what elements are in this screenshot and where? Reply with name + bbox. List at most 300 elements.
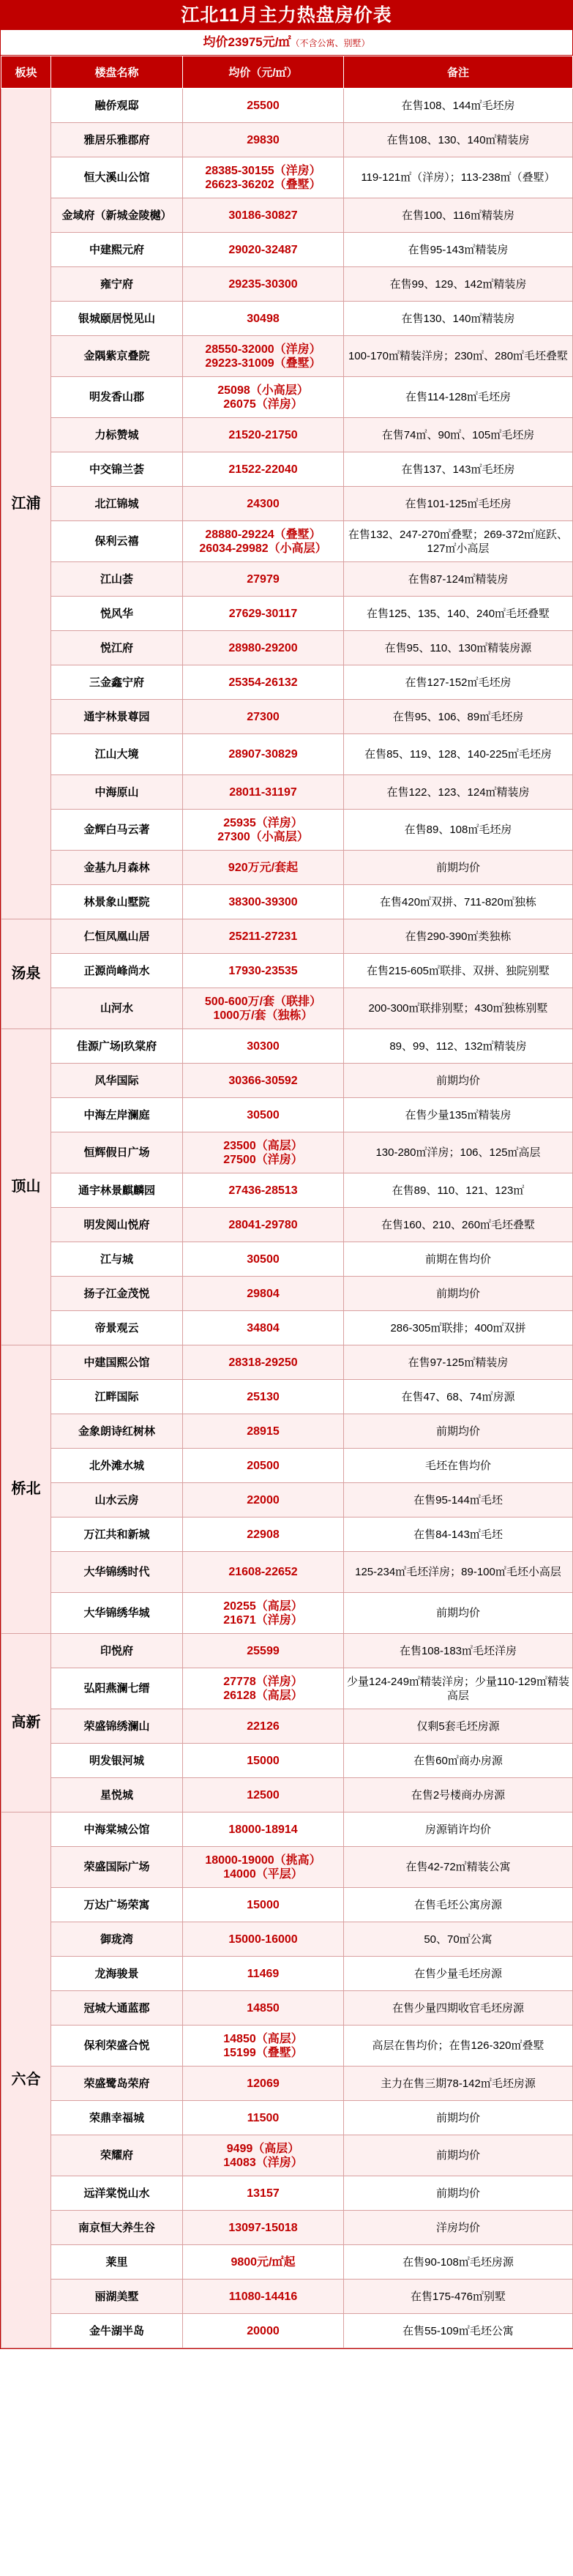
price-value: 30500 [247, 1108, 280, 1121]
project-name: 中交锦兰荟 [51, 452, 183, 487]
price-cell [183, 1242, 344, 1277]
table-row [1, 1098, 573, 1132]
note-cell: 在售42-72㎡精装公寓 [344, 1847, 573, 1888]
project-name: 龙海骏景 [51, 1957, 183, 1991]
price-cell [183, 851, 344, 885]
price-value: 14000（平层） [223, 1867, 303, 1881]
price-value: 24300 [247, 497, 280, 510]
price-cell [183, 1311, 344, 1345]
price-value: 29020-32487 [228, 243, 298, 256]
price-cell [183, 1414, 344, 1449]
note-cell: 在售97-125㎡精装房 [344, 1345, 573, 1380]
header-note: 备注 [344, 56, 573, 89]
note-cell: 在售87-124㎡精装房 [344, 562, 573, 597]
project-name: 明发香山郡 [51, 377, 183, 418]
price-value: 28915 [247, 1425, 280, 1438]
project-name: 南京恒大养生谷 [51, 2211, 183, 2245]
table-row [1, 1778, 573, 1812]
price-cell [183, 521, 344, 562]
price-cell [183, 198, 344, 233]
note-cell: 在售130、140㎡精装房 [344, 302, 573, 336]
price-value: 27436-28513 [228, 1184, 298, 1197]
note-cell: 少量124-249㎡精装洋房；少量110-129㎡精装高层 [344, 1668, 573, 1709]
table-row [1, 1483, 573, 1517]
note-cell: 在售95-143㎡精装房 [344, 233, 573, 267]
note-cell: 在售100、116㎡精装房 [344, 198, 573, 233]
district-cell: 高新 [1, 1634, 51, 1812]
note-cell: 在售89、108㎡毛坯房 [344, 810, 573, 851]
price-cell [183, 631, 344, 665]
project-name: 悦风华 [51, 597, 183, 631]
price-cell [183, 1847, 344, 1888]
project-name: 荣耀府 [51, 2135, 183, 2176]
note-cell: 在售89、110、121、123㎡ [344, 1173, 573, 1208]
project-name: 中建国熙公馆 [51, 1345, 183, 1380]
price-cell [183, 665, 344, 700]
note-cell: 在售175-476㎡别墅 [344, 2280, 573, 2314]
price-cell [183, 1277, 344, 1311]
note-cell: 在售毛坯公寓房源 [344, 1888, 573, 1922]
project-name: 万江共和新城 [51, 1517, 183, 1552]
note-cell: 200-300㎡联排别墅；430㎡独栋别墅 [344, 988, 573, 1029]
price-cell [183, 377, 344, 418]
price-value: 25935（洋房） [223, 816, 303, 829]
price-value: 17930-23535 [228, 964, 298, 977]
price-cell [183, 1449, 344, 1483]
project-name: 中海原山 [51, 775, 183, 810]
note-cell: 在售122、123、124㎡精装房 [344, 775, 573, 810]
table-row [1, 734, 573, 775]
price-cell [183, 418, 344, 452]
note-cell: 在售少量毛坯房源 [344, 1957, 573, 1991]
project-name: 印悦府 [51, 1634, 183, 1668]
price-value: 30186-30827 [228, 209, 298, 222]
price-value: 25599 [247, 1644, 280, 1657]
table-row [1, 988, 573, 1029]
table-row [1, 2101, 573, 2135]
price-cell [183, 700, 344, 734]
price-cell [183, 597, 344, 631]
table-row [1, 1957, 573, 1991]
price-cell [183, 1173, 344, 1208]
price-value: 15199（叠墅） [223, 2046, 303, 2059]
note-cell: 130-280㎡洋房；106、125㎡高层 [344, 1132, 573, 1173]
note-cell: 前期均价 [344, 1593, 573, 1634]
price-value: 29830 [247, 133, 280, 146]
note-cell: 50、70㎡公寓 [344, 1922, 573, 1957]
district-cell: 江浦 [1, 89, 51, 919]
price-cell [183, 1957, 344, 1991]
note-cell: 前期均价 [344, 1064, 573, 1098]
project-name: 大华锦绣时代 [51, 1552, 183, 1593]
price-value: 26034-29982（小高层） [199, 542, 327, 555]
project-name: 恒辉假日广场 [51, 1132, 183, 1173]
note-cell: 在售132、247-270㎡叠墅；269-372㎡庭跃、127㎡小高层 [344, 521, 573, 562]
note-cell: 在售74㎡、90㎡、105㎡毛坯房 [344, 418, 573, 452]
price-cell [183, 233, 344, 267]
price-value: 25354-26132 [228, 676, 298, 689]
price-value: 11080-14416 [228, 2290, 298, 2303]
price-value: 28980-29200 [228, 641, 298, 654]
note-cell: 在售108-183㎡毛坯洋房 [344, 1634, 573, 1668]
note-cell: 在售420㎡双拼、711-820㎡独栋 [344, 885, 573, 919]
price-value: 28550-32000（洋房） [205, 343, 321, 356]
project-name: 保利荣盛合悦 [51, 2026, 183, 2067]
page-title: 江北11月主力热盘房价表 [1, 1, 572, 30]
project-name: 保利云禧 [51, 521, 183, 562]
project-name: 风华国际 [51, 1064, 183, 1098]
note-cell: 在售95-144㎡毛坯 [344, 1483, 573, 1517]
project-name: 金牛湖半岛 [51, 2314, 183, 2348]
note-cell: 286-305㎡联排；400㎡双拼 [344, 1311, 573, 1345]
note-cell: 前期均价 [344, 1414, 573, 1449]
price-value: 28880-29224（叠墅） [205, 528, 321, 541]
project-name: 融侨观邸 [51, 89, 183, 123]
price-value: 14083（洋房） [223, 2156, 303, 2169]
district-cell: 六合 [1, 1812, 51, 2348]
project-name: 金域府（新城金陵樾） [51, 198, 183, 233]
note-cell: 在售108、130、140㎡精装房 [344, 123, 573, 157]
table-row [1, 851, 573, 885]
price-value: 15000-16000 [228, 1933, 298, 1946]
table-row [1, 1029, 573, 1064]
price-value: 11469 [247, 1967, 280, 1980]
price-cell [183, 1483, 344, 1517]
price-cell [183, 2026, 344, 2067]
table-row [1, 1709, 573, 1744]
district-cell: 顶山 [1, 1029, 51, 1345]
project-name: 星悦城 [51, 1778, 183, 1812]
note-cell: 前期在售均价 [344, 1242, 573, 1277]
project-name: 力标赞城 [51, 418, 183, 452]
table-row [1, 1668, 573, 1709]
note-cell: 在售90-108㎡毛坯房源 [344, 2245, 573, 2280]
table-row [1, 418, 573, 452]
table-row [1, 562, 573, 597]
note-cell: 前期均价 [344, 2101, 573, 2135]
price-value: 14850 [247, 2001, 280, 2015]
price-cell [183, 734, 344, 775]
price-value: 18000-18914 [228, 1823, 298, 1836]
note-cell: 在售2号楼商办房源 [344, 1778, 573, 1812]
table-row [1, 1449, 573, 1483]
price-value: 29223-31009（叠墅） [205, 356, 321, 370]
table-row [1, 1311, 573, 1345]
price-cell [183, 1744, 344, 1778]
price-value: 25098（小高层） [217, 384, 309, 397]
project-name: 雍宁府 [51, 267, 183, 302]
note-cell: 89、99、112、132㎡精装房 [344, 1029, 573, 1064]
price-cell [183, 562, 344, 597]
table-row [1, 157, 573, 198]
table-row [1, 919, 573, 954]
project-name: 恒大溪山公馆 [51, 157, 183, 198]
price-table [1, 56, 573, 2348]
price-value: 20000 [247, 2324, 280, 2337]
note-cell: 在售108、144㎡毛坯房 [344, 89, 573, 123]
table-row [1, 1242, 573, 1277]
table-row [1, 631, 573, 665]
table-row [1, 2280, 573, 2314]
project-name: 荣鼎幸福城 [51, 2101, 183, 2135]
project-name: 雅居乐雅郡府 [51, 123, 183, 157]
table-body [1, 89, 573, 2348]
average-price-note: （不含公寓、别墅） [291, 38, 370, 48]
project-name: 金象朗诗红树林 [51, 1414, 183, 1449]
note-cell: 在售137、143㎡毛坯房 [344, 452, 573, 487]
price-value: 9499（高层） [226, 2142, 300, 2155]
price-value: 20500 [247, 1459, 280, 1472]
note-cell: 在售60㎡商办房源 [344, 1744, 573, 1778]
price-cell [183, 954, 344, 988]
table-row [1, 1414, 573, 1449]
price-value: 27500（洋房） [223, 1153, 303, 1166]
price-cell [183, 89, 344, 123]
project-name: 通宇林景尊园 [51, 700, 183, 734]
table-row [1, 1922, 573, 1957]
project-name: 中海左岸澜庭 [51, 1098, 183, 1132]
project-name: 冠城大通蓝郡 [51, 1991, 183, 2026]
table-row [1, 2245, 573, 2280]
note-cell: 前期均价 [344, 851, 573, 885]
price-value: 500-600万/套（联排） [204, 995, 322, 1008]
price-value: 21520-21750 [228, 428, 298, 441]
price-cell [183, 1634, 344, 1668]
table-row [1, 452, 573, 487]
project-name: 莱里 [51, 2245, 183, 2280]
table-row [1, 267, 573, 302]
price-value: 20255（高层） [223, 1599, 303, 1613]
project-name: 远洋棠悦山水 [51, 2176, 183, 2211]
price-value: 13097-15018 [228, 2221, 298, 2234]
price-cell [183, 810, 344, 851]
project-name: 荣盛国际广场 [51, 1847, 183, 1888]
price-value: 25500 [247, 99, 280, 112]
district-cell: 桥北 [1, 1345, 51, 1634]
project-name: 佳源广场|玖棠府 [51, 1029, 183, 1064]
project-name: 御珑湾 [51, 1922, 183, 1957]
note-cell: 在售85、119、128、140-225㎡毛坯房 [344, 734, 573, 775]
price-value: 9800元/㎡起 [231, 2255, 296, 2269]
table-row [1, 1345, 573, 1380]
table-row [1, 2176, 573, 2211]
price-cell [183, 123, 344, 157]
project-name: 北江锦城 [51, 487, 183, 521]
note-cell: 119-121㎡（洋房）；113-238㎡（叠墅） [344, 157, 573, 198]
note-cell: 100-170㎡精装洋房；230㎡、280㎡毛坯叠墅 [344, 336, 573, 377]
project-name: 荣盛鹭岛荣府 [51, 2067, 183, 2101]
price-value: 25130 [247, 1390, 280, 1403]
project-name: 大华锦绣华城 [51, 1593, 183, 1634]
project-name: 林景象山墅院 [51, 885, 183, 919]
project-name: 通宇林景麒麟园 [51, 1173, 183, 1208]
note-cell: 在售101-125㎡毛坯房 [344, 487, 573, 521]
note-cell: 在售125、135、140、240㎡毛坯叠墅 [344, 597, 573, 631]
price-value: 920万元/套起 [228, 861, 299, 874]
project-name: 帝景观云 [51, 1311, 183, 1345]
table-row [1, 775, 573, 810]
note-cell: 在售215-605㎡联排、双拼、独院别墅 [344, 954, 573, 988]
price-value: 26128（高层） [223, 1689, 303, 1702]
price-value: 12500 [247, 1788, 280, 1802]
price-value: 30498 [247, 312, 280, 325]
project-name: 中建熙元府 [51, 233, 183, 267]
price-cell [183, 1593, 344, 1634]
price-value: 27629-30117 [228, 607, 298, 620]
price-value: 15000 [247, 1898, 280, 1911]
table-header-row [1, 56, 573, 89]
table-row [1, 1132, 573, 1173]
price-cell [183, 1029, 344, 1064]
header-district: 板块 [1, 56, 51, 89]
project-name: 仁恒凤凰山居 [51, 919, 183, 954]
table-row [1, 2135, 573, 2176]
price-value: 13157 [247, 2187, 280, 2200]
table-row [1, 1208, 573, 1242]
price-value: 22000 [247, 1493, 280, 1507]
note-cell: 前期均价 [344, 1277, 573, 1311]
price-value: 28385-30155（洋房） [205, 164, 321, 177]
price-cell [183, 1552, 344, 1593]
project-name: 正源尚峰尚水 [51, 954, 183, 988]
price-cell [183, 1991, 344, 2026]
project-name: 江山荟 [51, 562, 183, 597]
price-value: 28041-29780 [228, 1218, 298, 1231]
price-value: 18000-19000（挑高） [205, 1853, 321, 1867]
price-cell [183, 1380, 344, 1414]
project-name: 金隅紫京叠院 [51, 336, 183, 377]
project-name: 江畔国际 [51, 1380, 183, 1414]
table-row [1, 377, 573, 418]
note-cell: 在售99、129、142㎡精装房 [344, 267, 573, 302]
price-value: 27300 [247, 710, 280, 723]
table-row [1, 2314, 573, 2348]
price-value: 27778（洋房） [223, 1675, 303, 1688]
price-value: 26075（洋房） [223, 397, 303, 411]
note-cell: 在售55-109㎡毛坯公寓 [344, 2314, 573, 2348]
table-row [1, 198, 573, 233]
price-value: 28011-31197 [229, 785, 297, 799]
project-name: 悦江府 [51, 631, 183, 665]
price-value: 30366-30592 [228, 1074, 298, 1087]
project-name: 丽湖美墅 [51, 2280, 183, 2314]
table-row [1, 1064, 573, 1098]
table-row [1, 1552, 573, 1593]
project-name: 三金鑫宁府 [51, 665, 183, 700]
price-cell [183, 1208, 344, 1242]
note-cell: 房源销许均价 [344, 1812, 573, 1847]
note-cell: 在售少量135㎡精装房 [344, 1098, 573, 1132]
project-name: 明发阅山悦府 [51, 1208, 183, 1242]
table-row [1, 1888, 573, 1922]
project-name: 中海棠城公馆 [51, 1812, 183, 1847]
average-price-line [1, 30, 572, 56]
price-cell [183, 1132, 344, 1173]
price-cell [183, 1812, 344, 1847]
project-name: 扬子江金茂悦 [51, 1277, 183, 1311]
note-cell: 在售47、68、74㎡房源 [344, 1380, 573, 1414]
note-cell: 在售少量四期收官毛坯房源 [344, 1991, 573, 2026]
price-value: 29235-30300 [228, 277, 298, 291]
price-cell [183, 1668, 344, 1709]
note-cell: 125-234㎡毛坯洋房；89-100㎡毛坯小高层 [344, 1552, 573, 1593]
project-name: 银城颐居悦见山 [51, 302, 183, 336]
price-value: 27300（小高层） [217, 830, 309, 843]
table-row [1, 1380, 573, 1414]
district-cell: 汤泉 [1, 919, 51, 1029]
price-value: 15000 [247, 1754, 280, 1767]
table-row [1, 597, 573, 631]
table-row [1, 89, 573, 123]
price-value: 26623-36202（叠墅） [205, 178, 321, 191]
price-cell [183, 487, 344, 521]
price-cell [183, 2314, 344, 2348]
price-value: 28318-29250 [228, 1356, 298, 1369]
table-row [1, 700, 573, 734]
header-name: 楼盘名称 [51, 56, 183, 89]
table-row [1, 1593, 573, 1634]
price-cell [183, 1064, 344, 1098]
project-name: 明发银河城 [51, 1744, 183, 1778]
project-name: 金辉白马云著 [51, 810, 183, 851]
note-cell: 在售95、110、130㎡精装房源 [344, 631, 573, 665]
table-row [1, 1991, 573, 2026]
price-cell [183, 2067, 344, 2101]
average-price: 均价23975元/㎡ [203, 35, 291, 49]
project-name: 北外滩水城 [51, 1449, 183, 1483]
price-cell [183, 1098, 344, 1132]
price-value: 28907-30829 [228, 748, 298, 761]
note-cell: 在售160、210、260㎡毛坯叠墅 [344, 1208, 573, 1242]
price-value: 25211-27231 [228, 930, 298, 943]
price-cell [183, 775, 344, 810]
price-value: 38300-39300 [228, 895, 298, 908]
project-name: 江山大境 [51, 734, 183, 775]
price-cell [183, 2176, 344, 2211]
note-cell: 在售290-390㎡类独栋 [344, 919, 573, 954]
note-cell: 在售95、106、89㎡毛坯房 [344, 700, 573, 734]
table-row [1, 233, 573, 267]
price-cell [183, 885, 344, 919]
price-value: 12069 [247, 2077, 280, 2090]
project-name: 山水云房 [51, 1483, 183, 1517]
price-value: 30500 [247, 1252, 280, 1266]
price-cell [183, 2245, 344, 2280]
price-cell [183, 988, 344, 1029]
price-value: 30300 [247, 1039, 280, 1053]
header-price: 均价（元/㎡） [183, 56, 344, 89]
table-row [1, 2067, 573, 2101]
price-value: 21671（洋房） [223, 1613, 303, 1627]
price-value: 34804 [247, 1321, 280, 1334]
price-value: 27979 [247, 572, 280, 586]
price-cell [183, 267, 344, 302]
table-row [1, 521, 573, 562]
price-cell [183, 1778, 344, 1812]
note-cell: 在售127-152㎡毛坯房 [344, 665, 573, 700]
price-cell [183, 2211, 344, 2245]
table-row [1, 1277, 573, 1311]
table-row [1, 1634, 573, 1668]
price-value: 21522-22040 [228, 463, 298, 476]
price-cell [183, 2280, 344, 2314]
price-cell [183, 157, 344, 198]
project-name: 弘阳燕澜七缙 [51, 1668, 183, 1709]
note-cell: 毛坯在售均价 [344, 1449, 573, 1483]
price-cell [183, 1517, 344, 1552]
table-row [1, 1812, 573, 1847]
table-row [1, 954, 573, 988]
